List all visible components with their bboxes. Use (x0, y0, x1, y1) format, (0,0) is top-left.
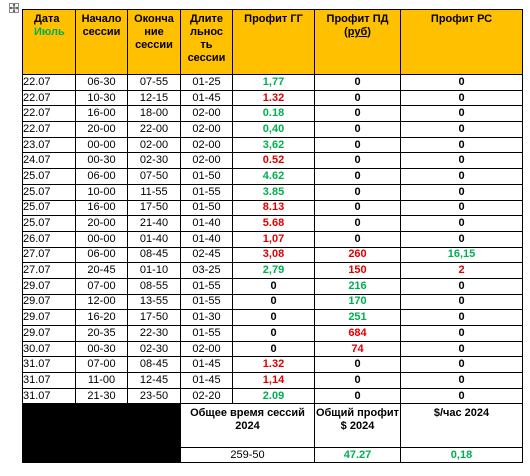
table-row (23, 231, 523, 247)
summary-black-fill-2 (23, 448, 181, 463)
table-row (23, 373, 523, 389)
table-row (23, 263, 523, 279)
cell-profit-rs: 0 (401, 373, 523, 389)
cell-profit-gg: 4.62 (233, 169, 315, 185)
cell-end: 07-50 (128, 169, 181, 185)
cell-start: 20-35 (76, 326, 128, 342)
cell-start: 11-00 (76, 373, 128, 389)
table-row (23, 90, 523, 106)
cell-date: 26.07 (23, 231, 76, 247)
cell-profit-pd: 0 (315, 137, 401, 153)
header-profit-gg: Профит ГГ (233, 10, 315, 75)
summary-value-row (23, 448, 523, 463)
cell-profit-rs: 0 (401, 90, 523, 106)
cell-profit-pd: 0 (315, 373, 401, 389)
cell-profit-gg: 2.09 (233, 388, 315, 404)
cell-profit-rs: 0 (401, 75, 523, 91)
header-month-label: Июль (34, 26, 65, 38)
cell-duration: 01-50 (181, 169, 233, 185)
table-row (23, 310, 523, 326)
cell-duration: 02-00 (181, 137, 233, 153)
summary-header-row (23, 404, 523, 448)
cell-duration: 01-55 (181, 294, 233, 310)
cell-duration: 01-45 (181, 90, 233, 106)
cell-profit-rs: 0 (401, 200, 523, 216)
cell-profit-rs: 0 (401, 388, 523, 404)
table-move-handle-icon[interactable] (9, 3, 19, 13)
cell-profit-gg: 8.13 (233, 200, 315, 216)
cell-end: 11-55 (128, 184, 181, 200)
summary-total-time: 259-50 (181, 448, 315, 463)
cell-profit-gg: 0,40 (233, 122, 315, 138)
table-row (23, 294, 523, 310)
cell-duration: 02-00 (181, 341, 233, 357)
cell-start: 06-00 (76, 247, 128, 263)
cell-profit-rs: 0 (401, 153, 523, 169)
table-row (23, 75, 523, 91)
cell-profit-rs: 0 (401, 231, 523, 247)
cell-profit-gg: 0 (233, 294, 315, 310)
table-row (23, 184, 523, 200)
header-date-label: Дата (34, 13, 60, 25)
cell-start: 00-30 (76, 153, 128, 169)
cell-start: 10-00 (76, 184, 128, 200)
cell-profit-rs: 2 (401, 263, 523, 279)
cell-date: 29.07 (23, 294, 76, 310)
cell-profit-rs: 0 (401, 294, 523, 310)
cell-profit-rs: 0 (401, 341, 523, 357)
cell-end: 13-55 (128, 294, 181, 310)
cell-duration: 01-55 (181, 184, 233, 200)
summary-total-time-label: Общее время сессий 2024 (181, 404, 315, 448)
cell-profit-gg: 0 (233, 310, 315, 326)
cell-date: 29.07 (23, 326, 76, 342)
table-row (23, 153, 523, 169)
cell-profit-gg: 0 (233, 278, 315, 294)
cell-start: 00-00 (76, 137, 128, 153)
cell-profit-pd: 0 (315, 388, 401, 404)
header-duration: Длите льнос ть сессии (181, 10, 233, 75)
cell-start: 00-30 (76, 341, 128, 357)
cell-profit-gg: 0 (233, 326, 315, 342)
summary-total-profit: 47.27 (315, 448, 401, 463)
cell-start: 12-00 (76, 294, 128, 310)
cell-end: 17-50 (128, 310, 181, 326)
cell-end: 22-00 (128, 122, 181, 138)
cell-start: 07-00 (76, 278, 128, 294)
cell-profit-gg: 1,14 (233, 373, 315, 389)
cell-end: 08-45 (128, 357, 181, 373)
summary-hourly: 0,18 (401, 448, 523, 463)
cell-profit-pd: 0 (315, 90, 401, 106)
cell-duration: 01-50 (181, 200, 233, 216)
cell-duration: 02-20 (181, 388, 233, 404)
cell-start: 07-00 (76, 357, 128, 373)
cell-end: 02-30 (128, 153, 181, 169)
cell-profit-pd: 150 (315, 263, 401, 279)
cell-start: 10-30 (76, 90, 128, 106)
table-row (23, 137, 523, 153)
cell-duration: 02-00 (181, 153, 233, 169)
cell-end: 18-00 (128, 106, 181, 122)
header-date (23, 10, 76, 75)
cell-profit-rs: 0 (401, 106, 523, 122)
table-row (23, 341, 523, 357)
cell-profit-gg: 0 (233, 341, 315, 357)
cell-end: 02-00 (128, 137, 181, 153)
cell-duration: 01-40 (181, 231, 233, 247)
table-row (23, 326, 523, 342)
summary-total-profit-label: Общий профит $ 2024 (315, 404, 401, 448)
cell-end: 21-40 (128, 216, 181, 232)
cell-date: 31.07 (23, 357, 76, 373)
cell-date: 22.07 (23, 90, 76, 106)
cell-profit-pd: 0 (315, 184, 401, 200)
cell-profit-pd: 0 (315, 122, 401, 138)
cell-date: 25.07 (23, 200, 76, 216)
cell-profit-rs: 0 (401, 216, 523, 232)
cell-profit-gg: 1,07 (233, 231, 315, 247)
cell-start: 21-30 (76, 388, 128, 404)
cell-duration: 02-00 (181, 122, 233, 138)
table-row (23, 106, 523, 122)
cell-start: 06-00 (76, 169, 128, 185)
summary-black-fill (23, 404, 181, 448)
cell-duration: 01-45 (181, 357, 233, 373)
cell-profit-pd: 74 (315, 341, 401, 357)
cell-date: 23.07 (23, 137, 76, 153)
cell-profit-rs: 0 (401, 137, 523, 153)
cell-profit-pd: 0 (315, 153, 401, 169)
table-row (23, 278, 523, 294)
table-row (23, 388, 523, 404)
cell-date: 22.07 (23, 106, 76, 122)
cell-profit-pd: 0 (315, 169, 401, 185)
cell-profit-pd: 684 (315, 326, 401, 342)
cell-duration: 01-45 (181, 373, 233, 389)
cell-profit-pd: 251 (315, 310, 401, 326)
table-row (23, 247, 523, 263)
table-row (23, 200, 523, 216)
cell-profit-rs: 0 (401, 184, 523, 200)
cell-duration: 03-25 (181, 263, 233, 279)
cell-profit-gg: 1,77 (233, 75, 315, 91)
cell-date: 31.07 (23, 388, 76, 404)
summary-hourly-label: $/час 2024 (401, 404, 523, 448)
table-row (23, 357, 523, 373)
cell-end: 01-10 (128, 263, 181, 279)
table-row (23, 216, 523, 232)
cell-end: 08-55 (128, 278, 181, 294)
header-profit-rs: Профит РС (401, 10, 523, 75)
cell-profit-pd: 260 (315, 247, 401, 263)
cell-profit-pd: 0 (315, 357, 401, 373)
cell-date: 27.07 (23, 247, 76, 263)
header-row (23, 10, 523, 75)
cell-date: 27.07 (23, 263, 76, 279)
cell-date: 22.07 (23, 122, 76, 138)
cell-end: 12-45 (128, 373, 181, 389)
cell-profit-gg: 2,79 (233, 263, 315, 279)
cell-end: 22-30 (128, 326, 181, 342)
cell-profit-pd: 170 (315, 294, 401, 310)
cell-duration: 02-00 (181, 106, 233, 122)
cell-profit-rs: 0 (401, 357, 523, 373)
cell-profit-pd: 0 (315, 200, 401, 216)
cell-duration: 01-30 (181, 310, 233, 326)
cell-date: 22.07 (23, 75, 76, 91)
cell-date: 25.07 (23, 169, 76, 185)
cell-start: 16-20 (76, 310, 128, 326)
cell-start: 06-30 (76, 75, 128, 91)
cell-end: 12-15 (128, 90, 181, 106)
cell-profit-gg: 3,08 (233, 247, 315, 263)
cell-end: 23-50 (128, 388, 181, 404)
cell-date: 31.07 (23, 373, 76, 389)
cell-profit-pd: 0 (315, 106, 401, 122)
cell-profit-gg: 5.68 (233, 216, 315, 232)
header-start: Начало сессии (76, 10, 128, 75)
cell-date: 29.07 (23, 310, 76, 326)
cell-profit-pd: 0 (315, 231, 401, 247)
cell-end: 07-55 (128, 75, 181, 91)
cell-profit-gg: 3,62 (233, 137, 315, 153)
cell-profit-rs: 0 (401, 326, 523, 342)
cell-profit-gg: 1.32 (233, 90, 315, 106)
cell-duration: 02-45 (181, 247, 233, 263)
cell-end: 01-40 (128, 231, 181, 247)
cell-date: 25.07 (23, 184, 76, 200)
cell-start: 20-45 (76, 263, 128, 279)
cell-profit-pd: 0 (315, 216, 401, 232)
cell-duration: 01-40 (181, 216, 233, 232)
header-profit-pd-unit: руб (347, 26, 368, 38)
cell-duration: 01-25 (181, 75, 233, 91)
cell-date: 30.07 (23, 341, 76, 357)
cell-end: 08-45 (128, 247, 181, 263)
cell-end: 17-50 (128, 200, 181, 216)
cell-profit-gg: 0.18 (233, 106, 315, 122)
cell-profit-gg: 0.52 (233, 153, 315, 169)
header-profit-pd: Профит ПД (руб) (315, 10, 401, 75)
header-end: Оконча ние сессии (128, 10, 181, 75)
cell-start: 16-00 (76, 200, 128, 216)
table-row (23, 122, 523, 138)
cell-profit-rs: 0 (401, 278, 523, 294)
table-row (23, 169, 523, 185)
cell-duration: 01-55 (181, 326, 233, 342)
cell-date: 25.07 (23, 216, 76, 232)
cell-profit-pd: 216 (315, 278, 401, 294)
cell-date: 29.07 (23, 278, 76, 294)
cell-profit-pd: 0 (315, 75, 401, 91)
cell-profit-gg: 1.32 (233, 357, 315, 373)
cell-start: 20-00 (76, 122, 128, 138)
cell-start: 00-00 (76, 231, 128, 247)
cell-start: 20-00 (76, 216, 128, 232)
cell-profit-rs: 16,15 (401, 247, 523, 263)
cell-profit-rs: 0 (401, 122, 523, 138)
cell-profit-rs: 0 (401, 169, 523, 185)
cell-start: 16-00 (76, 106, 128, 122)
cell-profit-rs: 0 (401, 310, 523, 326)
cell-profit-gg: 3.85 (233, 184, 315, 200)
cell-date: 24.07 (23, 153, 76, 169)
sessions-table (22, 9, 523, 463)
cell-duration: 01-55 (181, 278, 233, 294)
cell-end: 02-30 (128, 341, 181, 357)
